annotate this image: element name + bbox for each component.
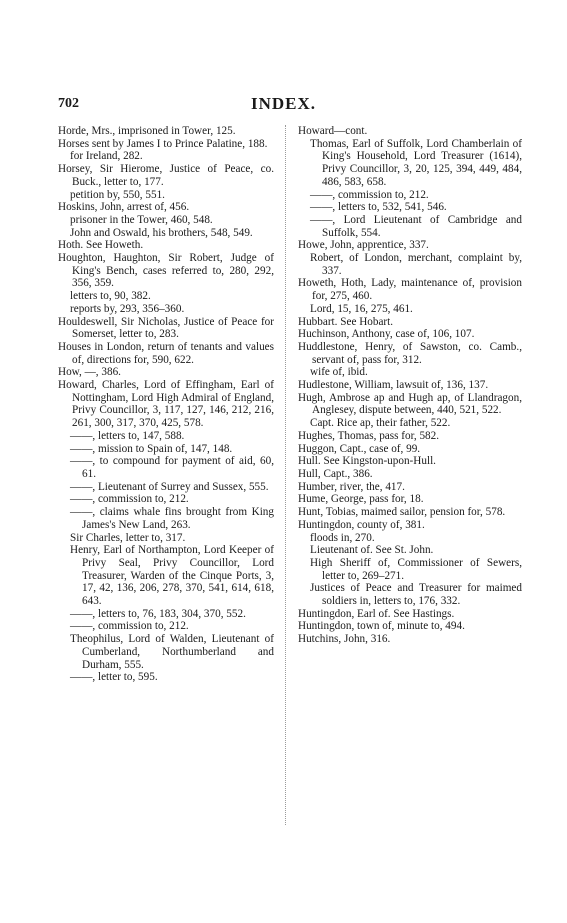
index-entry: Horsey, Sir Hierome, Justice of Peace, co. Buck., letter to, 177. bbox=[58, 163, 274, 188]
index-entry: ——, letters to, 532, 541, 546. bbox=[310, 201, 447, 214]
index-entry: ——, commission to, 212. bbox=[310, 188, 429, 201]
index-entry: Houses in London, return of tenants and values of, directions for, 590, 622. bbox=[58, 340, 274, 366]
index-entry: Howard, Charles, Lord of Effingham, Earl of Nottingham, Lord High Admiral of England, Privy Councillor, 3, 117, 127, 146, 212, 216, 261, 300, 317, 370, 425, 578. bbox=[58, 379, 274, 430]
index-entry: Hoth. See Howeth. bbox=[58, 239, 144, 252]
index-entry: ——, to compound for payment of aid, 60, 61. bbox=[70, 455, 274, 480]
index-entry: Capt. Rice ap, their father, 522. bbox=[310, 417, 451, 430]
index-entry: Huntingdon, Earl of. See Hastings. bbox=[298, 607, 455, 620]
index-entry: Huddlestone, Henry, of Sawston, co. Camb., servant of, pass for, 312. bbox=[298, 340, 522, 366]
index-entry: Hutchins, John, 316. bbox=[298, 633, 391, 646]
index-entry: John and Oswald, his brothers, 548, 549. bbox=[70, 226, 253, 239]
index-entry: Hunt, Tobias, maimed sailor, pension for, 578. bbox=[298, 506, 506, 519]
index-entry: ——, letters to, 147, 588. bbox=[70, 429, 185, 442]
index-entry: ——, mission to Spain of, 147, 148. bbox=[70, 442, 233, 455]
index-entry: Hughes, Thomas, pass for, 582. bbox=[298, 429, 440, 442]
index-entry: prisoner in the Tower, 460, 548. bbox=[70, 213, 213, 226]
index-entry: wife of, ibid. bbox=[310, 366, 368, 379]
index-entry: Robert, of London, merchant, complaint by, 337. bbox=[310, 252, 522, 277]
index-entry: petition by, 550, 551. bbox=[70, 188, 165, 201]
index-entry: floods in, 270. bbox=[310, 531, 375, 544]
index-entry: Hoskins, John, arrest of, 456. bbox=[58, 201, 190, 214]
index-entry: Howeth, Hoth, Lady, maintenance of, provision for, 275, 460. bbox=[298, 277, 522, 303]
index-entry: Horses sent by James I to Prince Palatine, 188. bbox=[58, 137, 268, 150]
index-entry: Justices of Peace and Treasurer for maimed soldiers in, letters to, 176, 332. bbox=[310, 582, 522, 608]
index-entry: ——, commission to, 212. bbox=[70, 493, 189, 506]
index-entry: Horde, Mrs., imprisoned in Tower, 125. bbox=[58, 125, 236, 137]
index-entry: ——, commission to, 212. bbox=[70, 620, 189, 633]
index-entry: ——, letters to, 76, 183, 304, 370, 552. bbox=[70, 607, 246, 620]
index-entry: High Sheriff of, Commissioner of Sewers, letter to, 269–271. bbox=[310, 556, 522, 582]
page-number: 702 bbox=[58, 96, 79, 111]
index-entry: Henry, Earl of Northampton, Lord Keeper of Privy Seal, Privy Councillor, Lord Treasurer, Warden of the Cinque Ports, 3, 17, 42, 136, 206, 278, 370, 541, 614, 618, 643. bbox=[70, 544, 274, 608]
index-entry: Thomas, Earl of Suffolk, Lord Chamberlain of King's Household, Lord Treasurer (1614), Privy Councillor, 3, 20, 125, 394, 449, 484, 486, 583, 658. bbox=[310, 137, 522, 188]
index-entry: Lord, 15, 16, 275, 461. bbox=[310, 302, 413, 315]
index-entry: Huntingdon, county of, 381. bbox=[298, 518, 425, 531]
index-entry: Hubbart. See Hobart. bbox=[298, 315, 394, 328]
index-entry: How, —, 386. bbox=[58, 366, 121, 379]
page-title: INDEX. bbox=[250, 94, 317, 113]
index-entry: Hull. See Kingston-upon-Hull. bbox=[298, 455, 436, 468]
right-column bbox=[298, 125, 522, 646]
index-entry: Hudlestone, William, lawsuit of, 136, 137. bbox=[298, 379, 489, 392]
index-entry: Huggon, Capt., case of, 99. bbox=[298, 442, 421, 455]
column-divider bbox=[285, 125, 286, 825]
index-entry: Sir Charles, letter to, 317. bbox=[70, 531, 186, 544]
index-entry: ——, Lord Lieutenant of Cambridge and Suffolk, 554. bbox=[310, 213, 522, 239]
index-entry: Hugh, Ambrose ap and Hugh ap, of Llandragon, Anglesey, dispute between, 440, 521, 522. bbox=[298, 391, 522, 417]
index-entry: Theophilus, Lord of Walden, Lieutenant of Cumberland, Northumberland and Durham, 555. bbox=[70, 633, 274, 671]
index-entry: Howard—cont. bbox=[298, 125, 368, 137]
index-entry: Howe, John, apprentice, 337. bbox=[298, 239, 429, 252]
index-entry: Humber, river, the, 417. bbox=[298, 480, 405, 493]
index-entry: ——, letter to, 595. bbox=[70, 671, 158, 684]
index-entry: Lieutenant of. See St. John. bbox=[310, 544, 434, 557]
index-entry: for Ireland, 282. bbox=[70, 150, 143, 163]
index-entry: letters to, 90, 382. bbox=[70, 290, 151, 303]
index-entry: Houghton, Haughton, Sir Robert, Judge of King's Bench, cases referred to, 280, 292, 356, 359. bbox=[58, 252, 274, 290]
index-entry: ——, Lieutenant of Surrey and Sussex, 555. bbox=[70, 480, 269, 493]
index-entry: Hume, George, pass for, 18. bbox=[298, 493, 424, 506]
index-entry: Houldeswell, Sir Nicholas, Justice of Peace for Somerset, letter to, 283. bbox=[58, 315, 274, 341]
index-entry: reports by, 293, 356–360. bbox=[70, 302, 185, 315]
index-entry: Huchinson, Anthony, case of, 106, 107. bbox=[298, 328, 475, 341]
index-entry: Huntingdon, town of, minute to, 494. bbox=[298, 620, 465, 633]
left-column bbox=[58, 125, 274, 684]
index-entry: Hull, Capt., 386. bbox=[298, 467, 373, 480]
index-entry: ——, claims whale fins brought from King James's New Land, 263. bbox=[70, 506, 274, 531]
